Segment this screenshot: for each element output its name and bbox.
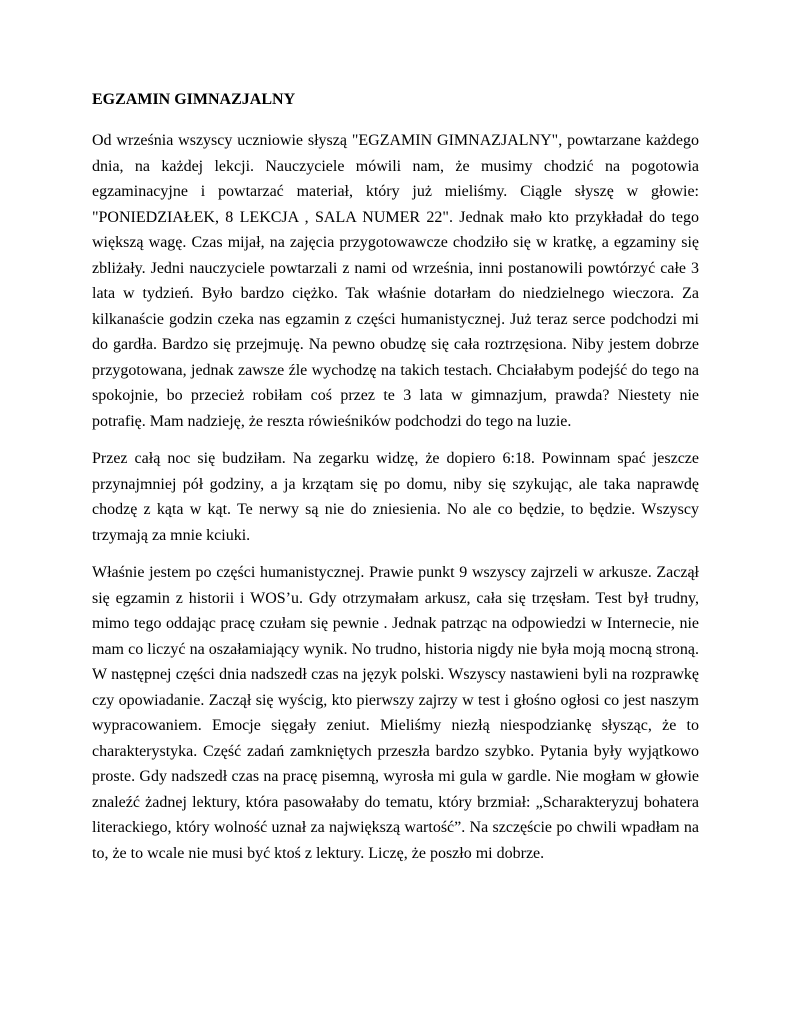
paragraph-2: Przez całą noc się budziłam. Na zegarku widzę, że dopiero 6:18. Powinnam spać jeszcze przynajmniej pół godziny, a ja krzątam się po domu, niby się szykując, ale taka naprawdę chodzę z kąta w kąt. Te nerwy są nie do zniesienia. No ale co będzie, to będzie. Wszyscy trzymają za mnie kciuki. xyxy=(92,450,699,544)
document-page xyxy=(92,86,699,878)
paragraph-1: Od września wszyscy uczniowie słyszą "EGZAMIN GIMNAZJALNY", powtarzane każdego dnia, na każdej lekcji. Nauczyciele mówili nam, że musimy chodzić na pogotowia egzaminacyjne i powtarzać materiał, który już mieliśmy. Ciągle słyszę w głowie: "PONIEDZIAŁEK, 8 LEKCJA , SALA NUMER 22". Jednak mało kto przykładał do tego większą wagę. Czas mijał, na zajęcia przygotowawcze chodziło się w kratkę, a egzaminy się zbliżały. Jedni nauczyciele powtarzali z nami od września, inni postanowili powtórzyć całe 3 lata w tydzień. Było bardzo ciężko. Tak właśnie dotarłam do niedzielnego wieczora. Za kilkanaście godzin czeka nas egzamin z części humanistycznej. Już teraz serce podchodzi mi do gardła. Bardzo się przejmuję. Na pewno obudzę się cała roztrzęsiona. Niby jestem dobrze przygotowana, jednak zawsze źle wychodzę na takich testach. Chciałabym podejść do tego na spokojnie, bo przecież robiłam coś przez te 3 lata w gimnazjum, prawda? Niestety nie potrafię. Mam nadzieję, że reszta rówieśników podchodzi do tego na luzie. xyxy=(92,132,699,430)
paragraph-3: Właśnie jestem po części humanistycznej. Prawie punkt 9 wszyscy zajrzeli w arkusze. Zaczął się egzamin z historii i WOS’u. Gdy otrzymałam arkusz, cała się trzęsłam. Test był trudny, mimo tego oddając pracę czułam się pewnie . Jednak patrząc na odpowiedzi w Internecie, nie mam co liczyć na oszałamiający wynik. No trudno, historia nigdy nie była moją mocną stroną. W następnej części dnia nadszedł czas na język polski. Wszyscy nastawieni byli na rozprawkę czy opowiadanie. Zaczął się wyścig, kto pierwszy zajrzy w test i głośno ogłosi co jest naszym wypracowaniem. Emocje sięgały zeniut. Mieliśmy niezłą niespodziankę słysząc, że to charakterystyka. Część zadań zamkniętych przeszła bardzo szybko. Pytania były wyjątkowo proste. Gdy nadszedł czas na pracę pisemną, wyrosła mi gula w gardle. Nie mogłam w głowie znaleźć żadnej lektury, która pasowałaby do tematu, który brzmiał: „Scharakteryzuj bohatera literackiego, który wolność uznał za największą wartość”. Na szczęście po chwili wpadłam na to, że to wcale nie musi być ktoś z lektury. Liczę, że poszło mi dobrze. xyxy=(92,564,699,862)
document-title: EGZAMIN GIMNAZJALNY xyxy=(92,91,296,108)
